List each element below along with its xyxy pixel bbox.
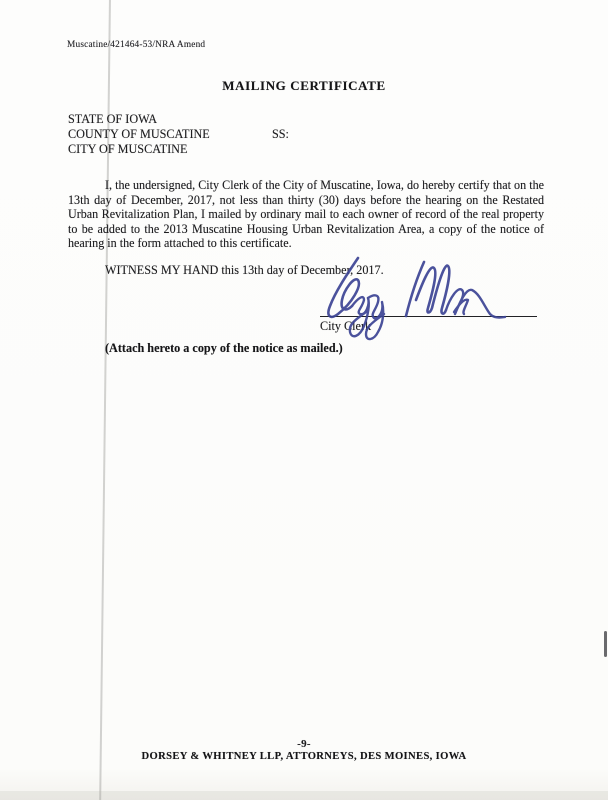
scan-artifact-edge-mark <box>604 631 607 657</box>
venue-city: CITY OF MUSCATINE <box>68 141 188 156</box>
firm-line: DORSEY & WHITNEY LLP, ATTORNEYS, DES MOINES, IOWA <box>141 751 467 762</box>
certificate-body: I, the undersigned, City Clerk of the City of Muscatine, Iowa, do hereby certify that on the 13th day of December, 2017, not less than thirty (30) days before the hearing on the Restated Urban Revitalization Plan, I mailed by ordinary mail to each owner of record of the real property to be added to the 2013 Muscatine Housing Urban Revitalization Area, a copy of the notice of hearing in the form attached to this certificate. <box>68 178 544 251</box>
attach-note: (Attach hereto a copy of the notice as mailed.) <box>105 341 343 355</box>
document-reference: Muscatine/421464-53/NRA Amend <box>67 40 206 50</box>
signature-ink <box>312 250 547 345</box>
page-footer <box>0 738 608 762</box>
venue-ss: SS: <box>272 126 289 141</box>
page-number: -9- <box>297 738 311 750</box>
venue-county: COUNTY OF MUSCATINE <box>68 126 210 141</box>
venue-county-row <box>68 126 289 142</box>
venue-block <box>68 112 289 156</box>
scan-artifact-bottom-band <box>0 791 608 800</box>
venue-state: STATE OF IOWA <box>68 112 158 126</box>
signature-ink-strokes <box>328 258 505 339</box>
signature-role-label: City Clerk <box>320 319 372 333</box>
witness-line: WITNESS MY HAND this 13th day of December, 2017. <box>105 263 384 277</box>
page-title: MAILING CERTIFICATE <box>222 78 386 93</box>
